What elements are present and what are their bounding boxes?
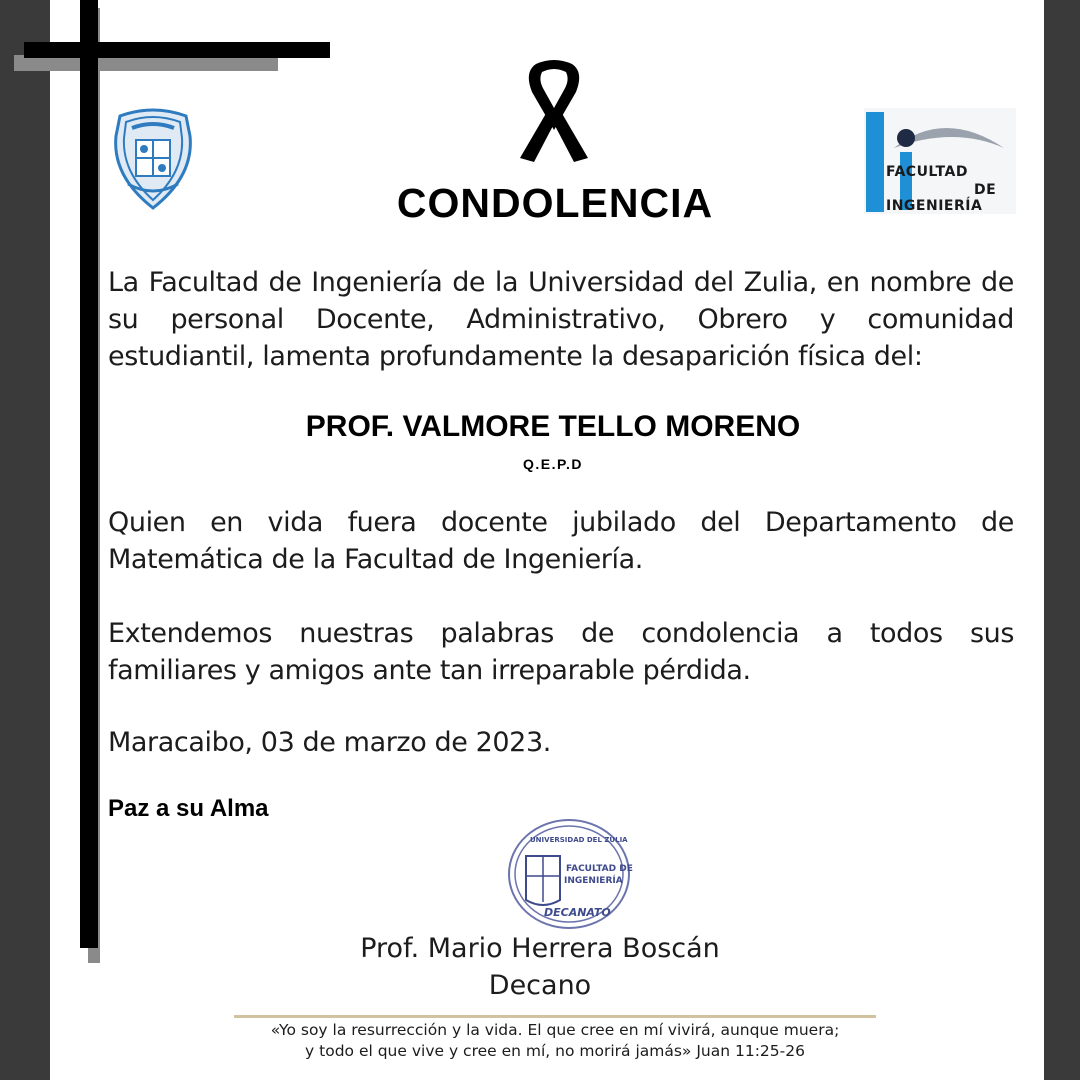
- date-line: Maracaibo, 03 de marzo de 2023.: [108, 727, 551, 758]
- intro-paragraph: La Facultad de Ingeniería de la Universidad del Zulia, en nombre de su personal Docente, Administrativo, Obrero y comunidad estudiantil, lamenta profundamente la desaparición física del:: [108, 267, 1014, 372]
- verse-line1: «Yo soy la resurrección y la vida. El que cree en mí vivirá, aunque muera;: [270, 1021, 840, 1039]
- stamp-middle-line2: INGENIERÍA: [564, 876, 623, 886]
- verse-line2: y todo el que vive y cree en mí, no morirá jamás» Juan 11:25-26: [305, 1042, 805, 1060]
- right-frame-bar: [1044, 0, 1080, 1080]
- deceased-name: PROF. VALMORE TELLO MORENO: [305, 410, 801, 443]
- faculty-logo-line1: FACULTAD: [886, 164, 968, 180]
- deanery-stamp: [504, 816, 634, 932]
- mourning-ribbon-icon: [514, 58, 594, 168]
- condolence-paragraph: Extendemos nuestras palabras de condolencia a todos sus familiares y amigos ante tan irreparable pérdida.: [108, 618, 1014, 686]
- signer-role: Decano: [488, 970, 592, 1001]
- cross-horizontal-beam: [24, 42, 330, 58]
- signer-name: Prof. Mario Herrera Boscán: [360, 933, 720, 964]
- faculty-logo-line3: INGENIERÍA: [886, 198, 983, 214]
- stamp-middle-line1: FACULTAD DE: [566, 864, 633, 874]
- page-title: CONDOLENCIA: [396, 180, 714, 226]
- bible-verse: [200, 1020, 910, 1062]
- faculty-logo-line2: DE: [974, 182, 997, 198]
- closing-phrase: Paz a su Alma: [108, 795, 269, 822]
- left-frame-bar: [0, 0, 50, 1080]
- cross-vertical-beam: [80, 0, 98, 948]
- divider-line: [234, 1015, 876, 1018]
- description-paragraph: Quien en vida fuera docente jubilado del Departamento de Matemática de la Facultad de Ingeniería.: [108, 507, 1014, 575]
- rip-abbreviation: Q.E.P.D: [522, 456, 584, 472]
- stamp-bottom-text: DECANATO: [544, 906, 611, 919]
- stamp-top-text: UNIVERSIDAD DEL ZULIA: [530, 836, 628, 844]
